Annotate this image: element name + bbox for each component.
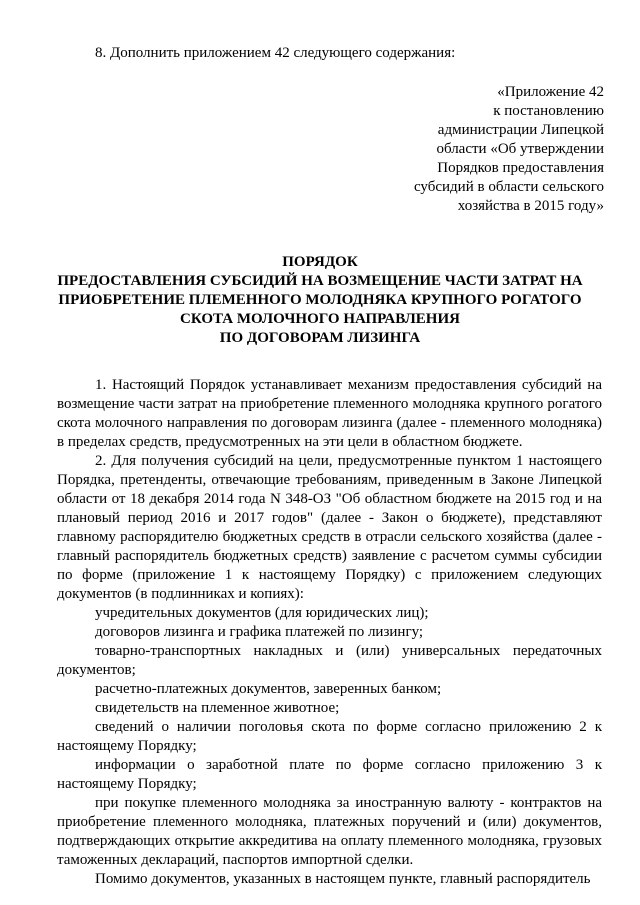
- title-line: ПОРЯДОК: [282, 254, 358, 270]
- list-item: договоров лизинга и графика платежей по лизингу;: [95, 624, 424, 640]
- title-line: ПО ДОГОВОРАМ ЛИЗИНГА: [219, 330, 421, 346]
- title-line: СКОТА МОЛОЧНОГО НАПРАВЛЕНИЯ: [180, 311, 460, 327]
- appendix-ref-line: хозяйства в 2015 году»: [457, 198, 604, 214]
- appendix-ref-line: Порядков предоставления: [437, 160, 604, 176]
- paragraph: 2. Для получения субсидий на цели, предусмотренные пунктом 1 настоящего Порядка, претенденты, отвечающие требованиям, приведенным в Законе Липецкой области от 18 декабря 2014 года N 348-ОЗ "Об областном бюджете на 2015 год и на плановый период 2016 и 2017 годов" (далее - Закон о бюджете), представляют главному распорядителю бюджетных средств в отрасли сельского хозяйства (далее - главный распорядитель бюджетных средств) заявление с расчетом суммы субсидии по форме (приложение 1 к настоящему Порядку) с приложением следующих документов (в подлинниках и копиях):: [57, 453, 602, 602]
- appendix-ref-line: к постановлению: [493, 103, 604, 119]
- paragraph: Помимо документов, указанных в настоящем пункте, главный распорядитель: [95, 871, 591, 887]
- list-item: сведений о наличии поголовья скота по форме согласно приложению 2 к настоящему Порядку;: [57, 719, 602, 754]
- list-item: свидетельств на племенное животное;: [95, 700, 340, 716]
- list-item: информации о заработной плате по форме согласно приложению 3 к настоящему Порядку;: [57, 757, 602, 792]
- appendix-ref-line: «Приложение 42: [497, 84, 604, 100]
- list-item: учредительных документов (для юридических лиц);: [95, 605, 429, 621]
- appendix-ref-line: области «Об утверждении: [436, 141, 604, 157]
- amendment-intro: 8. Дополнить приложением 42 следующего содержания:: [95, 45, 456, 61]
- list-item: при покупке племенного молодняка за иностранную валюту - контрактов на приобретение племенного молодняка, платежных поручений и (или) документов, подтверждающих открытие аккредитива на оплату племенного молодняка, грузовых таможенных деклараций, паспортов импортной сделки.: [57, 795, 602, 868]
- title-line: ПРЕДОСТАВЛЕНИЯ СУБСИДИЙ НА ВОЗМЕЩЕНИЕ ЧАСТИ ЗАТРАТ НА: [57, 273, 583, 289]
- list-item: расчетно-платежных документов, заверенных банком;: [95, 681, 442, 697]
- appendix-ref-line: администрации Липецкой: [437, 122, 604, 138]
- document-title: [40, 253, 600, 348]
- appendix-ref-line: субсидий в области сельского: [413, 179, 604, 195]
- appendix-reference: [344, 83, 604, 216]
- document-body: [57, 376, 602, 889]
- list-item: товарно-транспортных накладных и (или) универсальных передаточных документов;: [57, 643, 602, 678]
- paragraph: 1. Настоящий Порядок устанавливает механизм предоставления субсидий на возмещение части затрат на приобретение племенного молодняка крупного рогатого скота молочного направления по договорам лизинга (далее - племенного молодняка) в пределах средств, предусмотренных на эти цели в областном бюджете.: [57, 377, 602, 450]
- title-line: ПРИОБРЕТЕНИЕ ПЛЕМЕННОГО МОЛОДНЯКА КРУПНОГО РОГАТОГО: [58, 292, 582, 308]
